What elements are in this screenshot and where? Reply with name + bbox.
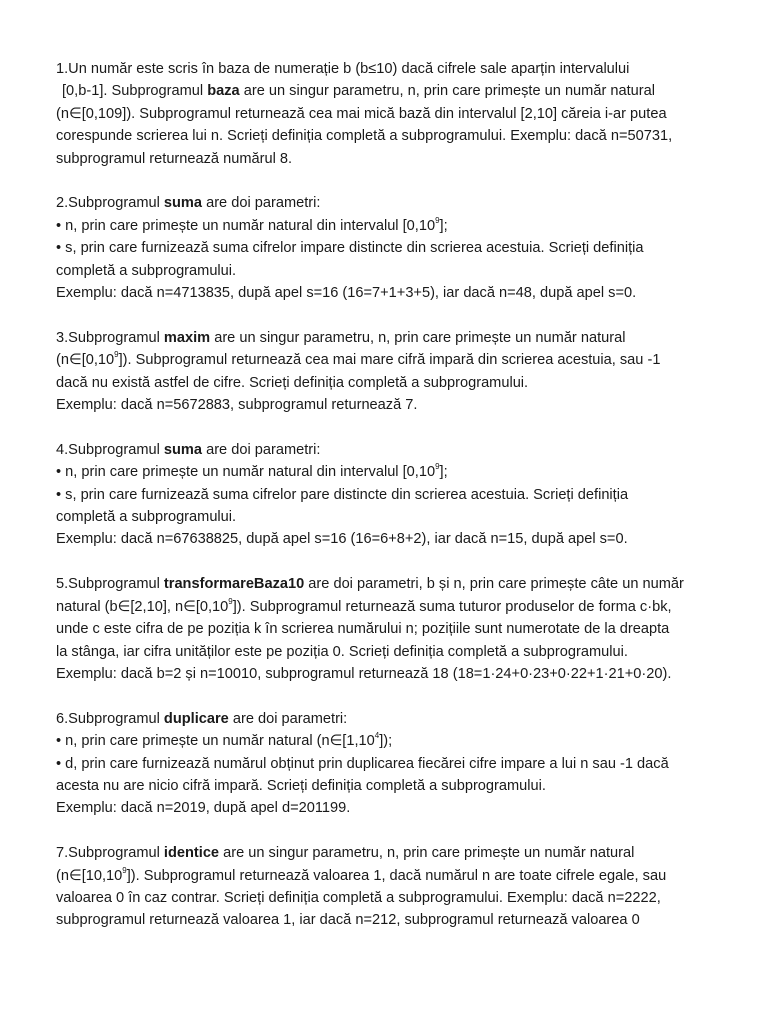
- exponent: 9: [228, 596, 233, 606]
- text-segment: are doi parametri:: [202, 195, 321, 212]
- problem-line: [56, 148, 746, 170]
- problem-line: [56, 506, 746, 528]
- text-segment: are doi parametri:: [228, 710, 348, 727]
- problem-6: [56, 708, 746, 820]
- text-segment: completă a subprogramului.: [56, 509, 237, 526]
- problem-line: [56, 596, 746, 618]
- text-segment: 1.Un număr este scris în baza de numerație b (b≤10) dacă cifrele sale aparțin intervalului: [56, 61, 630, 77]
- problem-list: [56, 58, 746, 954]
- text-segment: ]). Subprogramul returnează valoarea 1, dacă numărul n are toate cifrele egale, sau: [126, 867, 667, 884]
- text-segment: natural (b∈[2,10], n∈[0,10: [56, 598, 229, 615]
- problem-line: [56, 58, 746, 80]
- text-segment: 7.Subprogramul: [56, 845, 164, 862]
- problem-line: [56, 797, 746, 819]
- problem-line: [56, 237, 746, 259]
- exponent: 9: [122, 865, 127, 875]
- text-segment: are doi parametri, b și n, prin care primește câte un număr: [304, 576, 684, 593]
- problem-line: [56, 80, 746, 102]
- subprogram-name: suma: [163, 441, 203, 458]
- text-segment: acesta nu are nicio cifră impară. Scrieți definiția completă a subprogramului.: [56, 777, 546, 794]
- subprogram-name: suma: [163, 195, 203, 212]
- text-segment: 4.Subprogramul: [56, 441, 164, 458]
- problem-line: [56, 663, 746, 685]
- text-segment: (n∈[0,10: [56, 352, 115, 369]
- text-segment: Exemplu: dacă b=2 și n=10010, subprogramul returnează 18 (18=1·24+0·23+0·22+1·21+0·20).: [56, 665, 672, 682]
- problem-1: [56, 58, 746, 170]
- text-segment: are un singur parametru, n, prin care primește un număr natural: [219, 845, 635, 862]
- problem-line: [56, 260, 746, 282]
- text-segment: 2.Subprogramul: [56, 195, 164, 212]
- problem-line: [56, 708, 746, 730]
- problem-5: [56, 573, 746, 685]
- text-segment: • n, prin care primește un număr natural din intervalul [0,10: [56, 464, 436, 481]
- text-segment: 5.Subprogramul: [56, 576, 164, 593]
- subprogram-name: transformareBaza10: [163, 576, 305, 593]
- text-segment: Exemplu: dacă n=67638825, după apel s=16 (16=6+8+2), iar dacă n=15, după apel s=0.: [56, 531, 628, 548]
- text-segment: Exemplu: dacă n=4713835, după apel s=16 (16=7+1+3+5), iar dacă n=48, după apel s=0.: [56, 285, 637, 302]
- text-segment: are un singur parametru, n, prin care primește un număr natural: [239, 83, 655, 100]
- text-segment: [0,b-1]. Subprogramul: [62, 83, 208, 100]
- problem-line: [56, 753, 746, 775]
- problem-line: [56, 372, 746, 394]
- problem-7: [56, 842, 746, 932]
- problem-line: [56, 125, 746, 147]
- problem-line: [56, 909, 746, 931]
- text-segment: ];: [439, 217, 448, 234]
- problem-line: [56, 439, 746, 461]
- problem-line: [56, 641, 746, 663]
- problem-line: [56, 775, 746, 797]
- subprogram-name: maxim: [163, 329, 211, 346]
- text-segment: • s, prin care furnizează suma cifrelor pare distincte din scrierea acestuia. Scrieți definiția: [56, 486, 629, 503]
- problem-4: [56, 439, 746, 551]
- text-segment: la stânga, iar cifra unităților este pe poziția 0. Scrieți definiția completă a subprogramului.: [56, 643, 628, 660]
- problem-2: [56, 192, 746, 304]
- text-segment: unde c este cifra de pe poziția k în scrierea numărului n; pozițiile sunt numerotate de la dreapta: [56, 621, 670, 638]
- problem-line: [56, 394, 746, 416]
- text-segment: ]). Subprogramul returnează cea mai mare cifră impară din scrierea acestuia, sau -1: [118, 352, 661, 369]
- problem-line: [56, 865, 746, 887]
- problem-line: [56, 349, 746, 371]
- subprogram-name: baza: [207, 83, 240, 100]
- problem-line: [56, 573, 746, 595]
- subprogram-name: identice: [163, 845, 220, 862]
- exponent: 9: [114, 350, 119, 360]
- text-segment: • d, prin care furnizează numărul obținut prin duplicarea fiecărei cifre impare a lui n sau -1 dacă: [56, 755, 669, 772]
- text-segment: • n, prin care primește un număr natural (n∈[1,10: [56, 733, 375, 750]
- problem-line: [56, 618, 746, 640]
- text-segment: • n, prin care primește un număr natural din intervalul [0,10: [56, 217, 436, 234]
- text-segment: Exemplu: dacă n=5672883, subprogramul returnează 7.: [56, 397, 418, 414]
- text-segment: ]). Subprogramul returnează suma tuturor produselor de forma c·bk,: [232, 598, 672, 615]
- text-segment: 3.Subprogramul: [56, 329, 164, 346]
- text-segment: valoarea 0 în caz contrar. Scrieți definiția completă a subprogramului. Exemplu: dacă n=2222,: [56, 889, 661, 906]
- text-segment: subprogramul returnează valoarea 1, iar dacă n=212, subprogramul returnează valoarea 0: [56, 912, 640, 929]
- text-segment: • s, prin care furnizează suma cifrelor impare distincte din scrierea acestuia. Scrieți definiția: [56, 240, 644, 257]
- text-segment: Exemplu: dacă n=2019, după apel d=201199.: [56, 800, 351, 817]
- problem-line: [56, 192, 746, 214]
- text-segment: completă a subprogramului.: [56, 262, 237, 279]
- problem-line: [56, 528, 746, 550]
- text-segment: dacă nu există astfel de cifre. Scrieți definiția completă a subprogramului.: [56, 374, 529, 391]
- text-segment: are doi parametri:: [202, 441, 321, 458]
- problem-line: [56, 282, 746, 304]
- text-segment: subprogramul returnează numărul 8.: [56, 150, 293, 167]
- problem-line: [56, 461, 746, 483]
- text-segment: ]);: [379, 733, 393, 750]
- problem-line: [56, 730, 746, 752]
- text-segment: (n∈[10,10: [56, 867, 123, 884]
- subprogram-name: duplicare: [163, 710, 229, 727]
- problem-line: [56, 215, 746, 237]
- text-segment: (n∈[0,109]). Subprogramul returnează cea mai mică bază din intervalul [2,10] căreia i-ar putea: [56, 105, 667, 122]
- exponent: 9: [435, 462, 440, 472]
- problem-line: [56, 103, 746, 125]
- problem-3: [56, 327, 746, 417]
- problem-line: [56, 327, 746, 349]
- problem-line: [56, 887, 746, 909]
- text-segment: are un singur parametru, n, prin care primește un număr natural: [210, 329, 626, 346]
- exponent: 4: [374, 731, 380, 741]
- problem-line: [56, 484, 746, 506]
- exponent: 9: [435, 215, 440, 225]
- text-segment: 6.Subprogramul: [56, 710, 164, 727]
- text-segment: ];: [439, 464, 448, 481]
- problem-line: [56, 842, 746, 864]
- text-segment: corespunde scrierea lui n. Scrieți definiția completă a subprogramului. Exemplu: dacă n=50731,: [56, 128, 673, 145]
